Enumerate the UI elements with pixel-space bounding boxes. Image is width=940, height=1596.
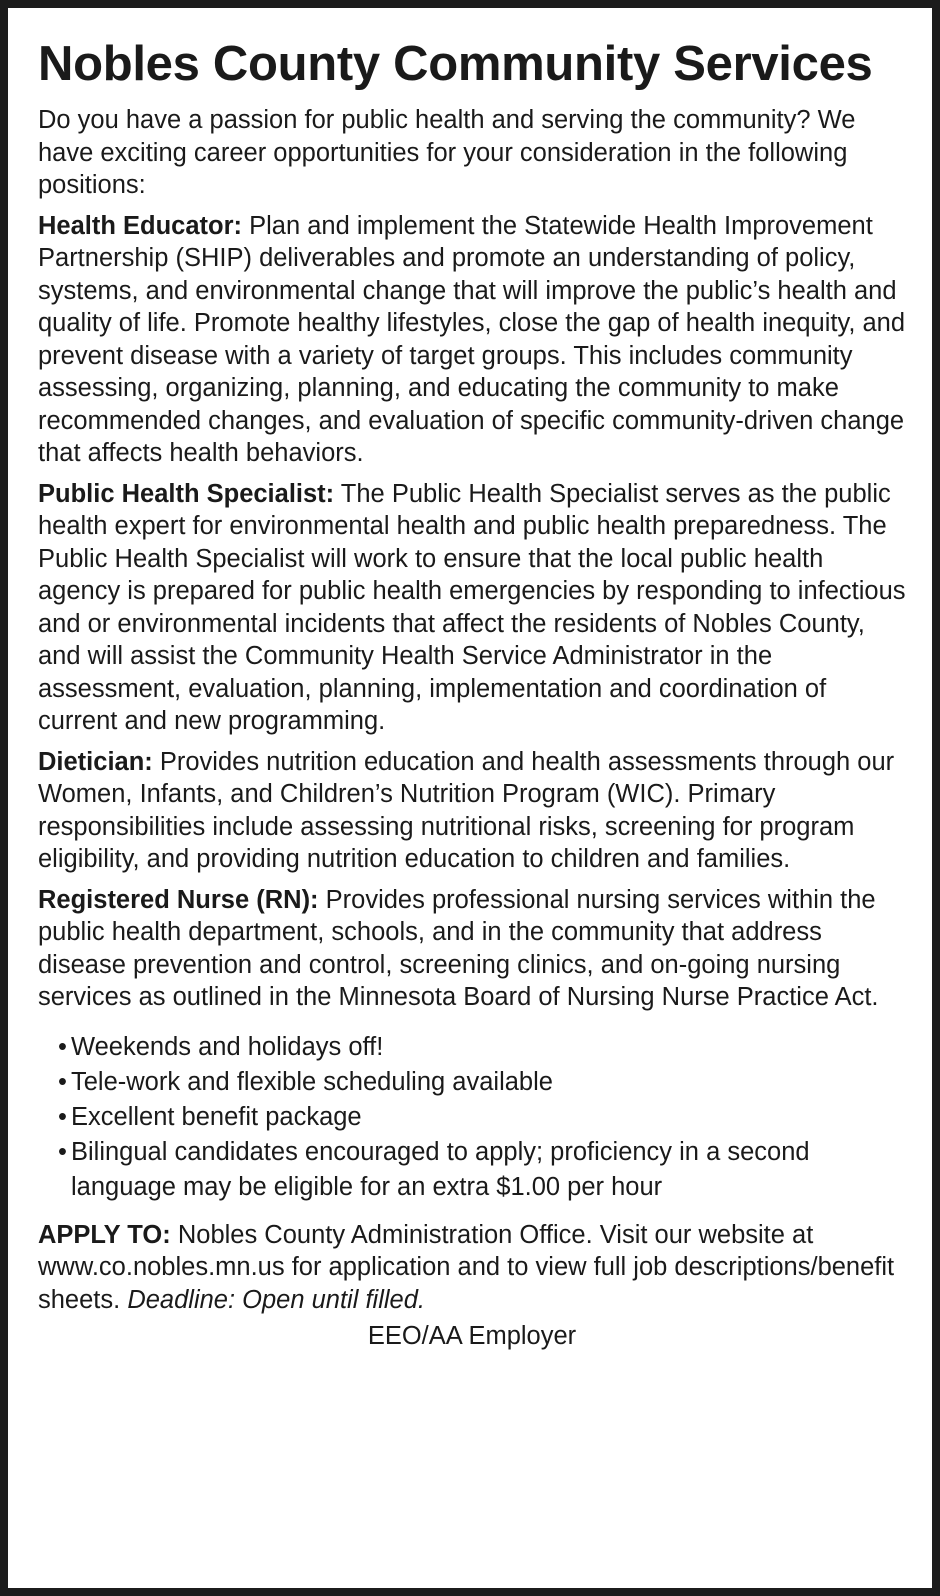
list-item xyxy=(58,1030,906,1065)
bullet-icon: • xyxy=(58,1067,67,1096)
list-item xyxy=(58,1135,906,1205)
bullet-icon: • xyxy=(58,1137,67,1166)
bullet-icon: • xyxy=(58,1032,67,1061)
position-title: Registered Nurse (RN): xyxy=(38,885,319,914)
position-dietician xyxy=(38,746,906,876)
position-title: Public Health Specialist: xyxy=(38,479,335,508)
position-title: Health Educator: xyxy=(38,211,243,240)
position-health-educator xyxy=(38,210,906,470)
position-public-health-specialist xyxy=(38,478,906,738)
position-description: Provides nutrition education and health assessments through our Women, Infants, and Children’s Nutrition Program (WIC). Primary responsibilities include assessing nutritional risks, screening for program eligibility, and providing nutrition education to children and families. xyxy=(38,747,895,873)
apply-paragraph xyxy=(38,1219,906,1317)
position-title: Dietician: xyxy=(38,747,153,776)
position-description: The Public Health Specialist serves as the public health expert for environmental health and public health preparedness. The Public Health Specialist will work to ensure that the local public health agency is prepared for public health emergencies by responding to infectious and or environmental incidents that affect the residents of Nobles County, and will assist the Community Health Service Administrator in the assessment, evaluation, planning, implementation and coordination of current and new programming. xyxy=(38,479,906,735)
eeo-statement: EEO/AA Employer xyxy=(367,1322,577,1350)
list-item xyxy=(58,1100,906,1135)
position-description: Provides professional nursing services within the public health department, schools, and in the community that address disease prevention and control, screening clinics, and on-going nursing services as outlined in the Minnesota Board of Nursing Nurse Practice Act. xyxy=(38,885,879,1011)
position-description: Plan and implement the Statewide Health Improvement Partnership (SHIP) deliverables and promote an understanding of policy, systems, and environmental change that will improve the public’s health and quality of life. Promote healthy lifestyles, close the gap of health inequity, and prevent disease with a variety of target groups. This includes community assessing, organizing, planning, and educating the community to make recommended changes, and evaluation of specific community-driven change that affects health behaviors. xyxy=(38,211,906,467)
apply-text: Nobles County Administration Office. Visit our website at www.co.nobles.mn.us for application and to view full job descriptions/benefit sheets. xyxy=(38,1220,895,1314)
ad-title: Nobles County Community Services xyxy=(38,37,873,91)
list-item xyxy=(58,1065,906,1100)
intro-paragraph: Do you have a passion for public health and serving the community? We have exciting career opportunities for your consideration in the following positions: xyxy=(38,106,856,199)
benefit-text: Weekends and holidays off! xyxy=(71,1032,384,1061)
benefit-text: Excellent benefit package xyxy=(71,1102,362,1131)
benefit-text: Tele-work and flexible scheduling available xyxy=(71,1067,553,1096)
bullet-icon: • xyxy=(58,1102,67,1131)
benefits-list xyxy=(38,1030,906,1205)
benefit-text: Bilingual candidates encouraged to apply; proficiency in a second language may be eligible for an extra $1.00 per hour xyxy=(71,1137,810,1201)
deadline-text: Deadline: Open until filled. xyxy=(127,1285,425,1314)
position-registered-nurse xyxy=(38,884,906,1014)
apply-label: APPLY TO: xyxy=(38,1220,171,1249)
